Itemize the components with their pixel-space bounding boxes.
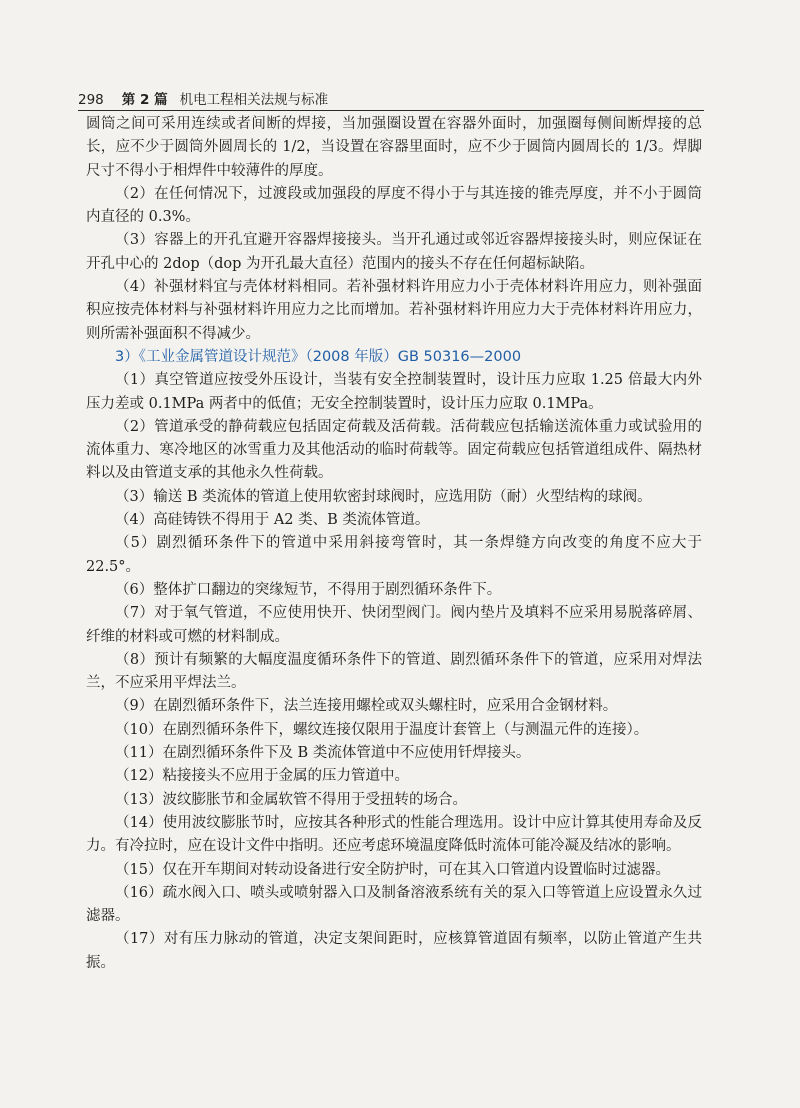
paragraph-item: （5）剧烈循环条件下的管道中采用斜接弯管时，其一条焊缝方向改变的角度不应大于 22.5°。 xyxy=(86,535,702,575)
page-body xyxy=(86,113,702,975)
header-title: 机电工程相关法规与标准 xyxy=(179,92,329,108)
paragraph-item: （8）预计有频繁的大幅度温度循环条件下的管道、剧烈循环条件下的管道，应采用对焊法兰，不应采用平焊法兰。 xyxy=(86,651,702,692)
paragraph-item: （2）在任何情况下，过渡段或加强段的厚度不得小于与其连接的锥壳厚度，并不小于圆筒内直径的 0.3%。 xyxy=(86,185,702,226)
paragraph-item: （17）对有压力脉动的管道，决定支架间距时，应核算管道固有频率，以防止管道产生共振。 xyxy=(86,931,702,971)
page-number: 298 xyxy=(78,92,104,108)
paragraph-item: （4）高硅铸铁不得用于 A2 类、B 类流体管道。 xyxy=(115,512,430,529)
paragraph-item: （6）整体扩口翻边的突缘短节，不得用于剧烈循环条件下。 xyxy=(115,581,502,598)
paragraph-item: （2）管道承受的静荷载应包括固定荷载及活荷载。活荷载应包括输送流体重力或试验用的流体重力、寒冷地区的冰雪重力及其他活动的临时荷载等。固定荷载应包括管道组成件、隔热材料以及由管道支承的其他永久性荷载。 xyxy=(86,418,702,482)
paragraph-item: （3）容器上的开孔宜避开容器焊接接头。当开孔通过或邻近容器焊接接头时，则应保证在开孔中心的 2dop（dop 为开孔最大直径）范围内的接头不存在任何超标缺陷。 xyxy=(86,232,702,272)
paragraph-item: （12）粘接接头不应用于金属的压力管道中。 xyxy=(115,768,409,785)
header-part: 第 2 篇 xyxy=(121,92,168,108)
page-header xyxy=(78,84,704,108)
paragraph-continuation: 圆筒之间可采用连续或者间断的焊接，当加强圈设置在容器外面时，加强圈每侧间断焊接的总长，应不少于圆筒外圆周长的 1/2，当设置在容器里面时，应不少于圆筒内圆周长的 1/3。焊脚尺寸不得小于相焊件中较薄件的厚度。 xyxy=(86,116,702,179)
paragraph-item: （13）波纹膨胀节和金属软管不得用于受扭转的场合。 xyxy=(115,791,467,808)
header-rule xyxy=(78,110,704,111)
paragraph-item: （3）输送 B 类流体的管道上使用软密封球阀时，应选用防（耐）火型结构的球阀。 xyxy=(115,488,652,505)
paragraph-item: （7）对于氧气管道，不应使用快开、快闭型阀门。阀内垫片及填料不应采用易脱落碎屑、纤维的材料或可燃的材料制成。 xyxy=(86,605,702,645)
paragraph-item: （1）真空管道应按受外压设计，当装有安全控制装置时，设计压力应取 1.25 倍最大内外压力差或 0.1MPa 两者中的低值；无安全控制装置时，设计压力应取 0.1MPa。 xyxy=(86,372,702,412)
section-heading: 3）《工业金属管道设计规范》（2008 年版）GB 50316—2000 xyxy=(115,348,522,365)
paragraph-item: （10）在剧烈循环条件下，螺纹连接仅限用于温度计套管上（与测温元件的连接）。 xyxy=(115,721,649,738)
paragraph-item: （9）在剧烈循环条件下，法兰连接用螺栓或双头螺柱时，应采用合金钢材料。 xyxy=(115,698,618,715)
paragraph-item: （14）使用波纹膨胀节时，应按其各种形式的性能合理选用。设计中应计算其使用寿命及反力。有冷拉时，应在设计文件中指明。还应考虑环境温度降低时流体可能冷凝及结冰的影响。 xyxy=(86,814,702,855)
paragraph-item: （4）补强材料宜与壳体材料相同。若补强材料许用应力小于壳体材料许用应力，则补强面积应按壳体材料与补强材料许用应力之比而增加。若补强材料许用应力大于壳体材料许用应力，则所需补强面积不得减少。 xyxy=(86,279,702,342)
paragraph-item: （15）仅在开车期间对转动设备进行安全防护时，可在其入口管道内设置临时过滤器。 xyxy=(115,861,670,878)
paragraph-item: （16）疏水阀入口、喷头或喷射器入口及制备溶液系统有关的泵入口等管道上应设置永久过滤器。 xyxy=(86,884,702,925)
paragraph-item: （11）在剧烈循环条件下及 B 类流体管道中不应使用钎焊接头。 xyxy=(115,745,531,762)
